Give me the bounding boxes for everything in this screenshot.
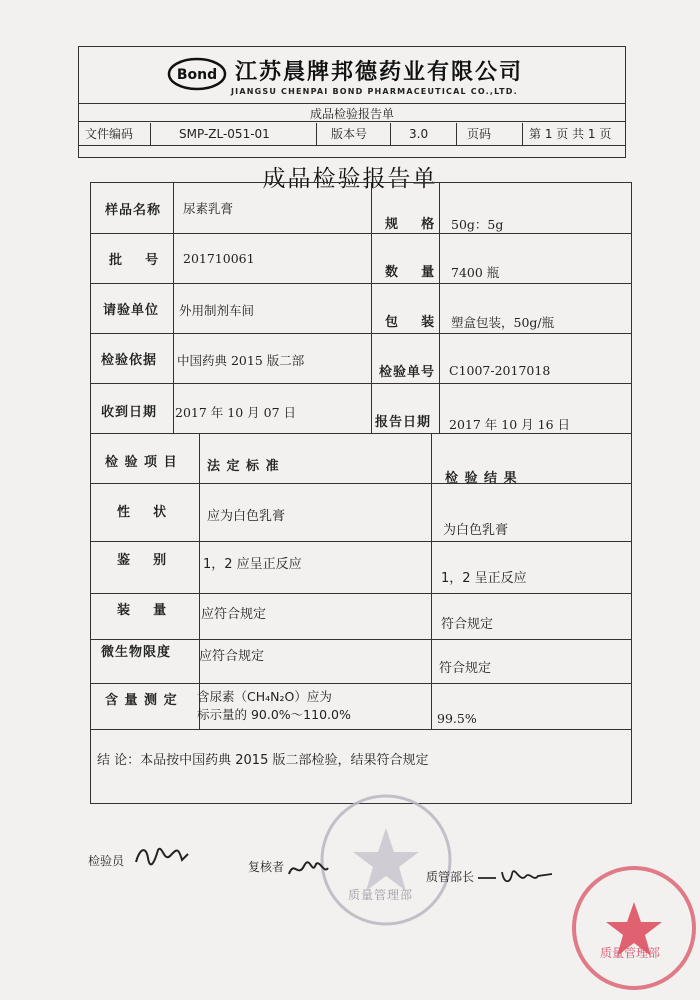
basis-label: 检验依据 <box>101 353 158 368</box>
test-result-microbial: 符合规定 <box>439 661 492 676</box>
conclusion: 结 论：本品按中国药典 2015 版二部检验，结果符合规定 <box>97 753 429 768</box>
quantity-label: 数 量 <box>385 265 436 280</box>
report-date-value: 2017 年 10 月 16 日 <box>449 417 570 432</box>
column-divider <box>173 183 174 433</box>
package-value: 塑盒包装，50g/瓶 <box>451 315 555 330</box>
company-seal-icon <box>568 862 700 994</box>
report-date-label: 报告日期 <box>375 415 432 430</box>
reviewer-label: 复核者 <box>248 860 285 874</box>
test-item-identification: 鉴 别 <box>117 553 168 568</box>
row-divider <box>91 541 631 542</box>
test-item-header: 检 验 项 目 <box>105 455 178 470</box>
header-divider <box>79 145 625 146</box>
spec-label: 规 格 <box>385 217 436 232</box>
manager-signature-icon <box>476 866 556 888</box>
sample-name-value: 尿素乳膏 <box>183 201 234 216</box>
version-value: 3.0 <box>391 123 457 145</box>
reviewer-signature-icon <box>286 856 330 882</box>
bond-logo-icon <box>167 57 227 91</box>
inspector-signature-icon <box>132 842 192 870</box>
svg-text:Bond: Bond <box>176 67 218 83</box>
received-date-value: 2017 年 10 月 07 日 <box>175 405 296 420</box>
test-standard-header: 法 定 标 准 <box>207 459 280 474</box>
test-result-appearance: 为白色乳膏 <box>443 523 509 538</box>
doc-no-value: SMP-ZL-051-01 <box>151 123 317 145</box>
test-standard-fill: 应符合规定 <box>201 607 267 622</box>
test-no-value: C1007-2017018 <box>449 363 551 378</box>
qa-dept-stamp-icon <box>316 790 456 930</box>
page-value: 第 1 页 共 1 页 <box>529 127 612 141</box>
test-result-header: 检 验 结 果 <box>445 471 518 486</box>
row-divider <box>91 433 631 434</box>
page-label: 页码 <box>457 123 523 145</box>
column-divider <box>431 433 432 729</box>
header-divider <box>79 103 625 104</box>
row-divider <box>91 639 631 640</box>
form-title: 成品检验报告单 <box>309 107 394 121</box>
company-name-en: JIANGSU CHENPAI BOND PHARMACEUTICAL CO.,LTD. <box>231 87 518 96</box>
test-no-label: 检验单号 <box>379 365 436 380</box>
row-divider <box>91 683 631 684</box>
document-header <box>78 46 626 158</box>
batch-value: 201710061 <box>183 251 255 266</box>
test-standard-assay: 含尿素（CH₄N₂O）应为 <box>197 689 332 704</box>
basis-value: 中国药典 2015 版二部 <box>177 353 305 368</box>
row-divider <box>91 383 631 384</box>
spec-value: 50g：5g <box>451 217 504 232</box>
version-label: 版本号 <box>317 123 391 145</box>
row-divider <box>91 729 631 730</box>
header-divider <box>79 121 625 122</box>
company-name-cn: 江苏晨牌邦德药业有限公司 <box>235 60 524 85</box>
column-divider <box>439 183 440 433</box>
qa-stamp-text: 质量管理部 <box>348 888 414 902</box>
column-divider <box>199 433 200 729</box>
row-divider <box>91 283 631 284</box>
test-result-identification: 1，2 呈正反应 <box>441 571 527 586</box>
sample-name-label: 样品名称 <box>105 203 162 218</box>
test-result-assay: 99.5% <box>437 711 477 726</box>
doc-no-label: 文件编码 <box>79 123 151 145</box>
test-standard-assay-range: 标示量的 90.0%～110.0% <box>197 707 351 722</box>
received-date-label: 收到日期 <box>101 405 158 420</box>
batch-label: 批 号 <box>109 253 160 268</box>
test-item-microbial: 微生物限度 <box>101 645 172 660</box>
test-standard-identification: 1，2 应呈正反应 <box>203 557 302 572</box>
row-divider <box>91 483 631 484</box>
column-divider <box>371 183 372 433</box>
manager-label: 质管部长 <box>426 870 475 884</box>
package-label: 包 装 <box>385 315 436 330</box>
test-standard-appearance: 应为白色乳膏 <box>207 509 286 524</box>
test-standard-microbial: 应符合规定 <box>199 649 265 664</box>
test-item-assay: 含 量 测 定 <box>105 693 178 708</box>
document-meta-row <box>79 123 625 145</box>
red-stamp-text: 质量管理部 <box>600 946 661 960</box>
test-item-fill: 装 量 <box>117 603 168 618</box>
test-item-appearance: 性 状 <box>117 505 168 520</box>
inspector-label: 检验员 <box>88 854 125 868</box>
row-divider <box>91 233 631 234</box>
dept-value: 外用制剂车间 <box>179 303 255 318</box>
quantity-value: 7400 瓶 <box>451 265 500 280</box>
row-divider <box>91 333 631 334</box>
dept-label: 请验单位 <box>103 303 160 318</box>
inspection-table <box>90 182 632 804</box>
row-divider <box>91 593 631 594</box>
report-title: 成品检验报告单 <box>262 166 438 192</box>
test-result-fill: 符合规定 <box>441 617 494 632</box>
